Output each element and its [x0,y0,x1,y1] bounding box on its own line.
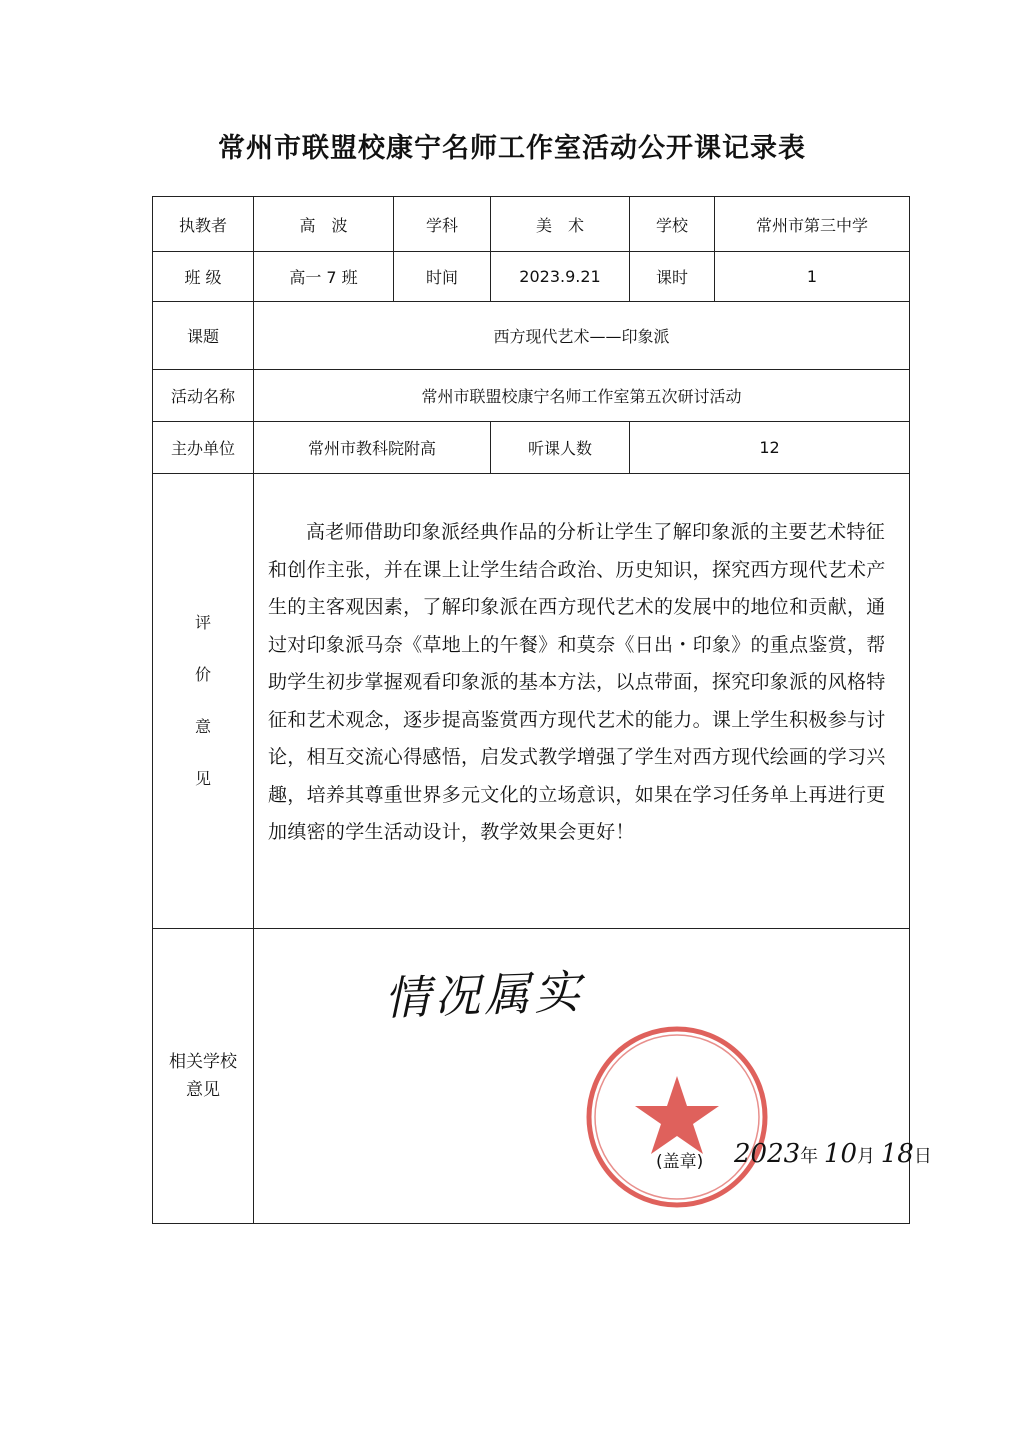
school-value: 常州市第三中学 [715,197,910,252]
activity-label: 活动名称 [153,370,254,422]
class-value: 高一 7 班 [254,252,394,302]
page-title: 常州市联盟校康宁名师工作室活动公开课记录表 [218,133,806,164]
evaluation-label-char: 意 [194,717,211,736]
host-value: 常州市教科院附高 [254,422,491,474]
activity-value: 常州市联盟校康宁名师工作室第五次研讨活动 [254,370,910,422]
school-seal [584,1024,770,1210]
date-day-char: 日 [913,1146,932,1167]
topic-label: 课题 [153,302,254,370]
audience-value: 12 [630,422,910,474]
school-opinion-label-line: 意见 [186,1080,220,1100]
subject-value: 美 术 [491,197,630,252]
date-day: 18 [880,1139,914,1169]
time-value: 2023.9.21 [491,252,630,302]
evaluation-label-char: 见 [194,769,211,788]
topic-value: 西方现代艺术——印象派 [254,302,910,370]
school-opinion-label-line: 相关学校 [169,1052,237,1072]
date-month: 10 [823,1139,857,1169]
record-table [152,196,932,1224]
evaluation-text: 高老师借助印象派经典作品的分析让学生了解印象派的主要艺术特征和创作主张，并在课上让学生结合政治、历史知识，探究西方现代艺术产生的主客观因素，了解印象派在西方现代艺术的发展中的地位和贡献，通过对印象派马奈《草地上的午餐》和莫奈《日出・印象》的重点鉴赏，帮助学生初步掌握观看印象派的基本方法，以点带面，探究印象派的风格特征和艺术观念，逐步提高鉴赏西方现代艺术的能力。课上学生积极参与讨论，相互交流心得感悟，启发式教学增强了学生对西方现代绘画的学习兴趣，培养其尊重世界多元文化的立场意识，如果在学习任务单上再进行更加缜密的学生活动设计，教学效果会更好！ [254,474,910,929]
date-year-char: 年 [800,1146,819,1167]
seal-note: (盖章) [656,1152,704,1172]
audience-label: 听课人数 [491,422,630,474]
subject-label: 学科 [394,197,491,252]
evaluation-label-char: 价 [194,665,211,684]
host-label: 主办单位 [153,422,254,474]
class-label: 班 级 [153,252,254,302]
evaluation-label-char: 评 [194,613,211,632]
star-icon [635,1076,719,1154]
period-value: 1 [715,252,910,302]
teacher-value: 高 波 [254,197,394,252]
time-label: 时间 [394,252,491,302]
teacher-label: 执教者 [153,197,254,252]
period-label: 课时 [630,252,715,302]
school-label: 学校 [630,197,715,252]
handwritten-remark: 情况属实 [383,964,585,1026]
school-opinion-label [153,929,254,1224]
sign-date [734,1139,932,1169]
evaluation-label [153,474,254,929]
school-opinion-cell [254,929,932,1224]
date-year: 2023 [734,1139,801,1169]
date-month-char: 月 [857,1146,875,1167]
